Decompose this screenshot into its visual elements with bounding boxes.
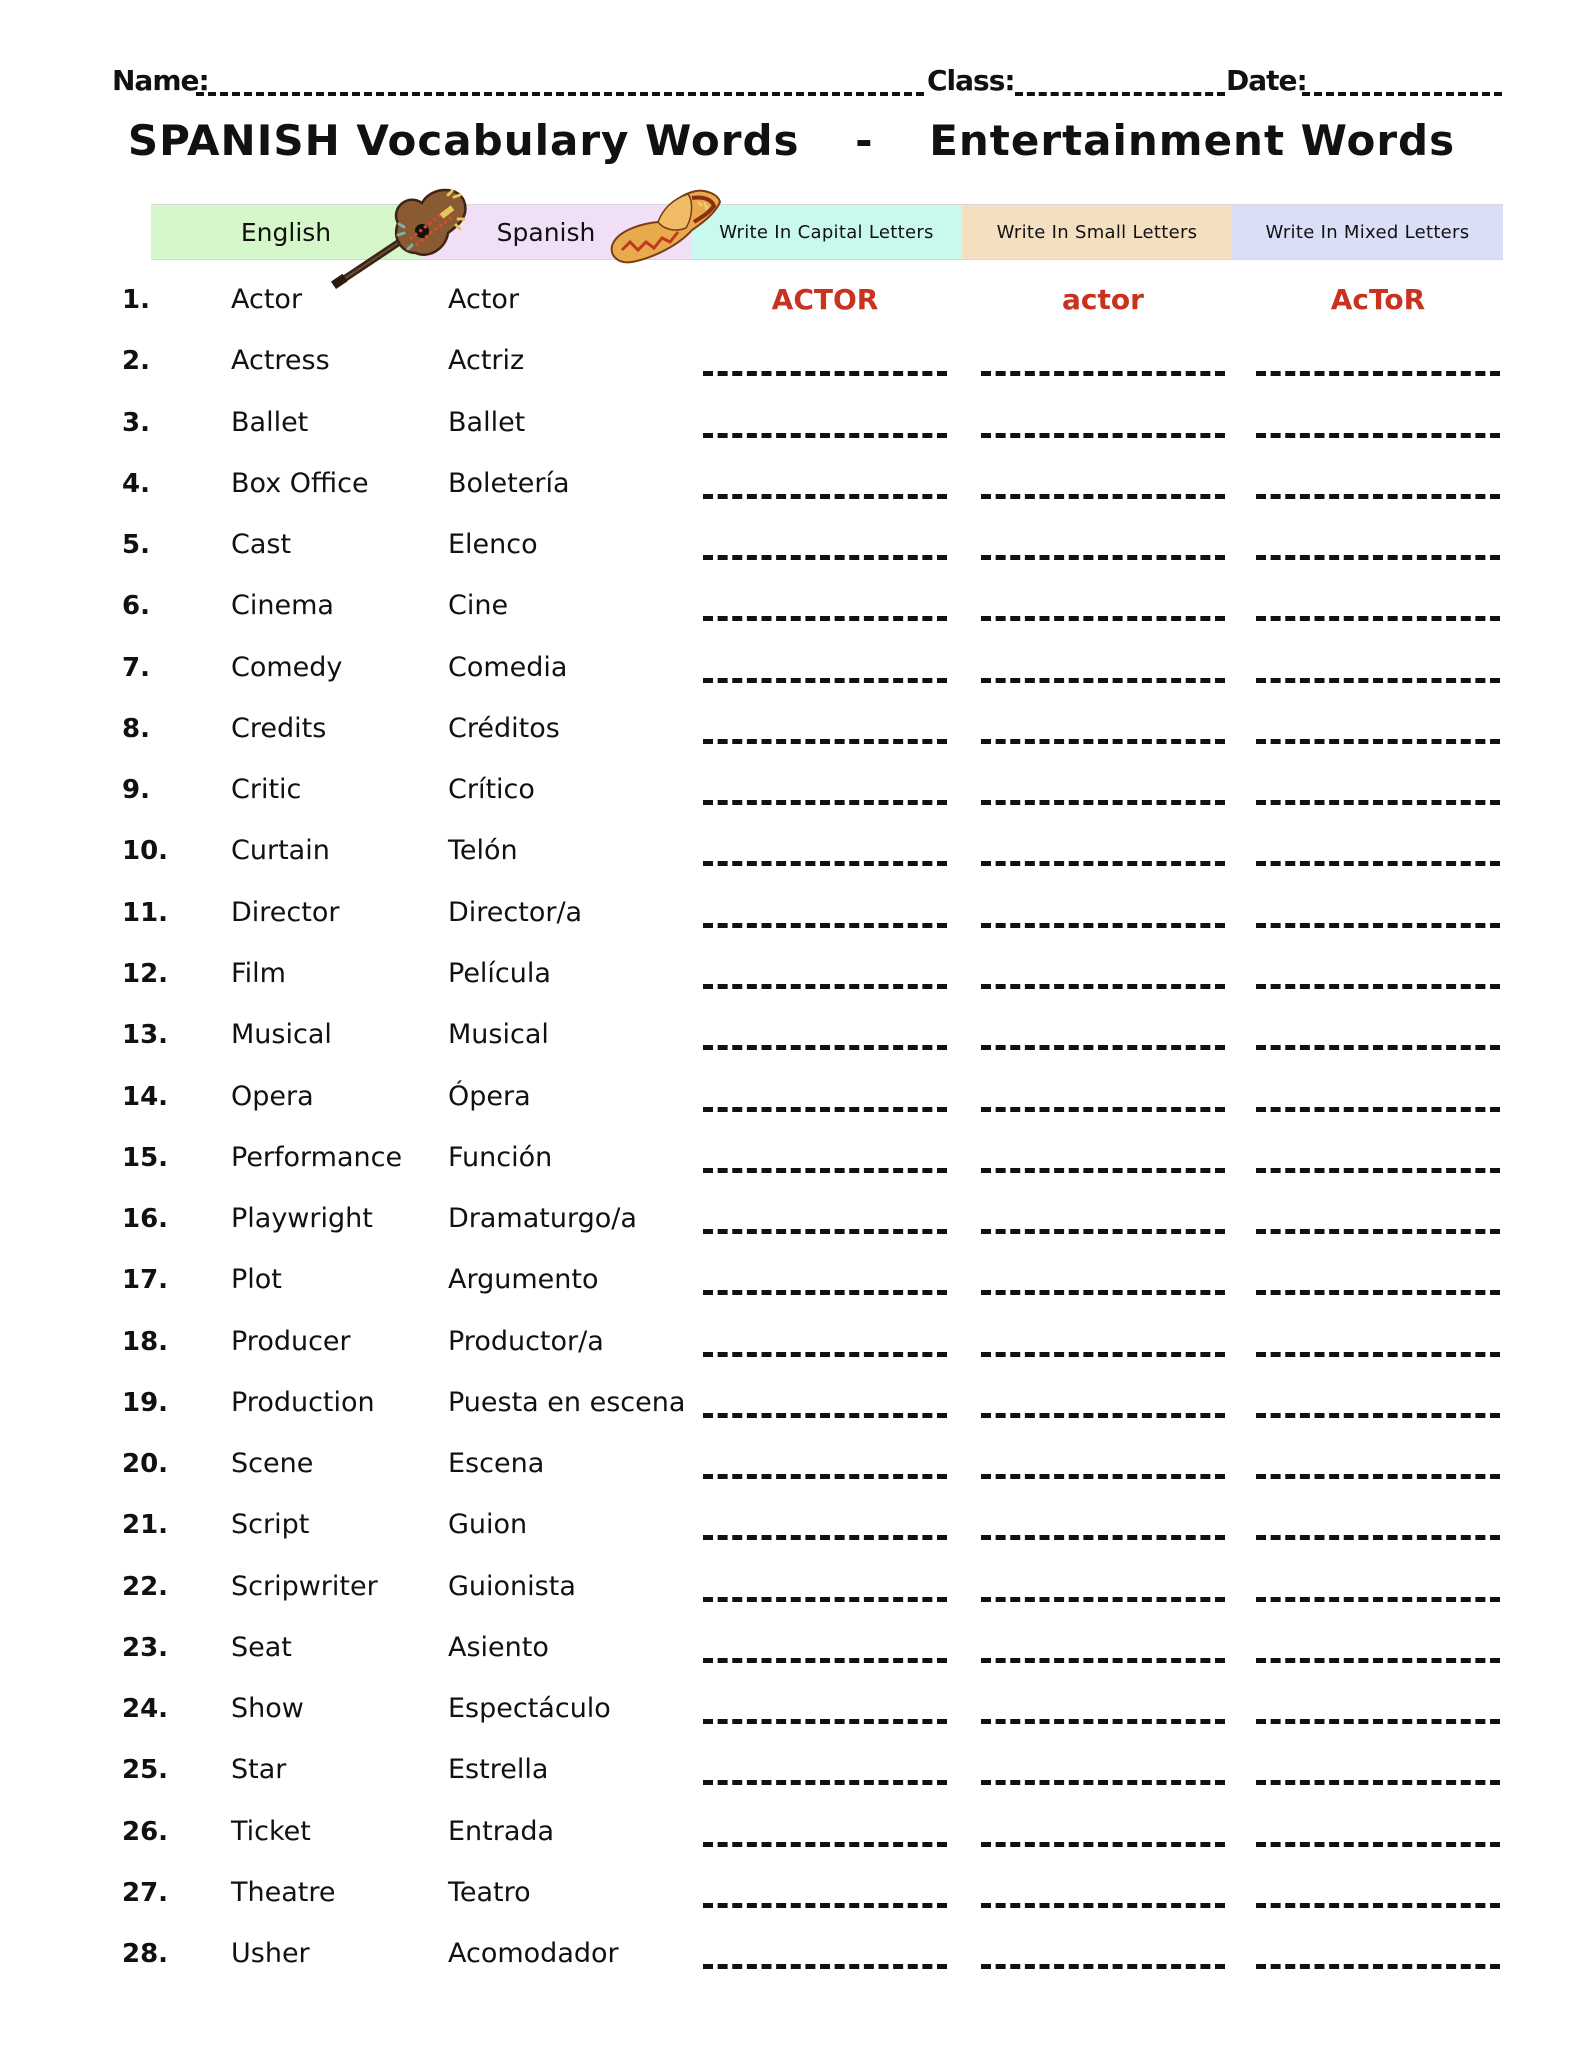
name-field[interactable]: [196, 92, 924, 96]
vocabulary-row: [0, 831, 1583, 892]
row-number: 6.: [122, 591, 150, 622]
row-number: 27.: [122, 1878, 169, 1909]
mixed-answer-field[interactable]: [1256, 1107, 1500, 1112]
capital-answer-field[interactable]: [703, 1168, 947, 1173]
spanish-word: Elenco: [448, 529, 538, 561]
row-number: 20.: [122, 1449, 169, 1480]
spanish-word: Entrada: [448, 1815, 555, 1847]
english-word: Actress: [231, 345, 330, 377]
vocabulary-row: [0, 770, 1583, 831]
column-header-small: [962, 205, 1232, 259]
spanish-word: Guion: [448, 1509, 528, 1541]
small-answer-field[interactable]: [981, 800, 1225, 805]
vocabulary-row: [0, 1628, 1583, 1689]
column-header-label: Write In Mixed Letters: [1265, 221, 1470, 243]
spanish-word: Actriz: [448, 345, 525, 377]
vocabulary-row: [0, 1567, 1583, 1628]
row-number: 14.: [122, 1081, 169, 1112]
vocabulary-row: [0, 648, 1583, 709]
capital-answer-field[interactable]: [703, 1535, 947, 1540]
mixed-answer-field[interactable]: [1256, 555, 1500, 560]
english-word: Producer: [231, 1325, 351, 1357]
vocabulary-row: [0, 1383, 1583, 1444]
spanish-word: Teatro: [448, 1877, 531, 1909]
spanish-word: Telón: [448, 835, 518, 867]
mixed-answer-field[interactable]: [1256, 1413, 1500, 1418]
capital-answer-field[interactable]: [703, 1719, 947, 1724]
small-answer-field[interactable]: [981, 1352, 1225, 1357]
english-word: Show: [231, 1693, 304, 1725]
mixed-answer-field[interactable]: [1256, 1229, 1500, 1234]
vocabulary-row: [0, 1015, 1583, 1076]
english-word: Musical: [231, 1019, 332, 1051]
vocabulary-row: [0, 341, 1583, 402]
capital-answer-field[interactable]: [703, 1352, 947, 1357]
small-answer-field[interactable]: [981, 616, 1225, 621]
small-answer-field[interactable]: [981, 861, 1225, 866]
capital-answer-field[interactable]: [703, 1903, 947, 1908]
spanish-word: Ballet: [448, 406, 526, 438]
mixed-answer-field[interactable]: [1256, 494, 1500, 499]
small-answer-field[interactable]: [981, 1290, 1225, 1295]
english-word: Curtain: [231, 835, 330, 867]
column-header-mixed: [1232, 205, 1503, 259]
row-number: 13.: [122, 1020, 169, 1051]
small-answer-field[interactable]: [981, 371, 1225, 376]
column-header-label: English: [240, 217, 332, 247]
english-word: Production: [231, 1386, 375, 1418]
mixed-answer-field[interactable]: [1256, 739, 1500, 744]
row-number: 23.: [122, 1632, 169, 1663]
capital-answer-field[interactable]: [703, 1597, 947, 1602]
small-answer-field[interactable]: [981, 1474, 1225, 1479]
mixed-answer-field[interactable]: [1256, 1535, 1500, 1540]
mixed-answer-field[interactable]: [1256, 1780, 1500, 1785]
spanish-word: Musical: [448, 1019, 549, 1051]
spanish-word: Boletería: [448, 467, 570, 499]
small-answer-field[interactable]: [981, 1045, 1225, 1050]
row-number: 22.: [122, 1571, 169, 1602]
vocabulary-row: [0, 893, 1583, 954]
row-number: 3.: [122, 407, 150, 438]
small-answer-field[interactable]: [981, 1719, 1225, 1724]
capital-answer-field[interactable]: [703, 861, 947, 866]
mixed-answer-field[interactable]: [1256, 1290, 1500, 1295]
spanish-word: Guionista: [448, 1570, 576, 1602]
spanish-word: Ópera: [448, 1080, 531, 1112]
capital-answer-field[interactable]: [703, 1290, 947, 1295]
mixed-answer-field[interactable]: [1256, 616, 1500, 621]
small-answer-field[interactable]: [981, 1780, 1225, 1785]
mixed-answer-field[interactable]: [1256, 371, 1500, 376]
small-answer-field[interactable]: [981, 984, 1225, 989]
guitar-icon: [330, 183, 480, 293]
spanish-word: Argumento: [448, 1264, 599, 1296]
small-answer-field[interactable]: [981, 1229, 1225, 1234]
row-number: 15.: [122, 1142, 169, 1173]
column-header-label: Spanish: [496, 217, 596, 247]
small-answer-field[interactable]: [981, 1168, 1225, 1173]
vocabulary-row: [0, 1138, 1583, 1199]
row-number: 9.: [122, 775, 150, 806]
small-answer-field[interactable]: [981, 923, 1225, 928]
english-word: Comedy: [231, 651, 343, 683]
row-number: 21.: [122, 1510, 169, 1541]
row-number: 24.: [122, 1694, 169, 1725]
english-word: Ticket: [231, 1815, 311, 1847]
small-answer-field[interactable]: [981, 1658, 1225, 1663]
mixed-answer-field[interactable]: [1256, 433, 1500, 438]
vocabulary-row: [0, 586, 1583, 647]
capital-answer-field[interactable]: [703, 1413, 947, 1418]
mixed-answer-field[interactable]: [1256, 1964, 1500, 1969]
row-number: 16.: [122, 1204, 169, 1235]
vocabulary-row: [0, 1322, 1583, 1383]
small-answer-field[interactable]: [981, 678, 1225, 683]
page-title: [0, 116, 1583, 165]
english-word: Credits: [231, 712, 327, 744]
small-answer-field[interactable]: [981, 1413, 1225, 1418]
vocabulary-row: [0, 1199, 1583, 1260]
example-capital: ACTOR: [771, 283, 879, 316]
english-word: Star: [231, 1754, 287, 1786]
spanish-word: Función: [448, 1141, 553, 1173]
english-word: Actor: [231, 284, 303, 315]
spanish-word: Acomodador: [448, 1938, 619, 1970]
row-number: 28.: [122, 1939, 169, 1970]
small-answer-field[interactable]: [981, 1107, 1225, 1112]
mixed-answer-field[interactable]: [1256, 800, 1500, 805]
english-word: Plot: [231, 1264, 282, 1296]
date-field[interactable]: [1302, 92, 1502, 96]
row-number: 19.: [122, 1387, 169, 1418]
spanish-word: Cine: [448, 590, 509, 622]
example-mixed: AcToR: [1330, 283, 1426, 316]
capital-answer-field[interactable]: [703, 739, 947, 744]
title-main: SPANISH Vocabulary Words: [127, 116, 800, 165]
vocabulary-row: [0, 954, 1583, 1015]
row-number: 25.: [122, 1755, 169, 1786]
capital-answer-field[interactable]: [703, 555, 947, 560]
capital-answer-field[interactable]: [703, 678, 947, 683]
english-word: Scene: [231, 1448, 314, 1480]
row-number: 5.: [122, 530, 150, 561]
vocabulary-row: [0, 525, 1583, 586]
spanish-word: Director/a: [448, 896, 583, 928]
class-field[interactable]: [1015, 92, 1225, 96]
mixed-answer-field[interactable]: [1256, 1168, 1500, 1173]
spanish-word: Productor/a: [448, 1325, 604, 1357]
example-small: actor: [1062, 283, 1144, 316]
sombrero-icon: [608, 188, 723, 266]
english-word: Film: [231, 957, 286, 989]
small-answer-field[interactable]: [981, 1842, 1225, 1847]
mixed-answer-field[interactable]: [1256, 1658, 1500, 1663]
vocabulary-row: [0, 709, 1583, 770]
vocabulary-row: [0, 403, 1583, 464]
mixed-answer-field[interactable]: [1256, 678, 1500, 683]
row-number: 1.: [122, 285, 150, 315]
mixed-answer-field[interactable]: [1256, 984, 1500, 989]
capital-answer-field[interactable]: [703, 433, 947, 438]
vocabulary-row: [0, 1077, 1583, 1138]
spanish-word: Escena: [448, 1448, 545, 1480]
capital-answer-field[interactable]: [703, 371, 947, 376]
vocabulary-row: [0, 1444, 1583, 1505]
vocabulary-row: [0, 1689, 1583, 1750]
mixed-answer-field[interactable]: [1256, 1352, 1500, 1357]
spanish-word: Estrella: [448, 1754, 549, 1786]
english-word: Opera: [231, 1080, 314, 1112]
english-word: Theatre: [231, 1877, 336, 1909]
vocabulary-row: [0, 1873, 1583, 1934]
small-answer-field[interactable]: [981, 739, 1225, 744]
english-word: Performance: [231, 1141, 403, 1173]
capital-answer-field[interactable]: [703, 1474, 947, 1479]
row-number: 2.: [122, 346, 150, 377]
vocabulary-row: [0, 1505, 1583, 1566]
small-answer-field[interactable]: [981, 555, 1225, 560]
title-separator: -: [855, 116, 874, 165]
small-answer-field[interactable]: [981, 1535, 1225, 1540]
capital-answer-field[interactable]: [703, 494, 947, 499]
row-number: 26.: [122, 1816, 169, 1847]
small-answer-field[interactable]: [981, 1597, 1225, 1602]
row-number: 18.: [122, 1326, 169, 1357]
capital-answer-field[interactable]: [703, 1045, 947, 1050]
spanish-word: Crítico: [448, 774, 535, 806]
english-word: Cast: [231, 529, 292, 561]
small-answer-field[interactable]: [981, 1903, 1225, 1908]
english-word: Scripwriter: [231, 1570, 378, 1602]
spanish-word: Dramaturgo/a: [448, 1203, 637, 1235]
row-number: 17.: [122, 1265, 169, 1296]
vocabulary-row: [0, 1812, 1583, 1873]
capital-answer-field[interactable]: [703, 984, 947, 989]
english-word: Script: [231, 1509, 310, 1541]
capital-answer-field[interactable]: [703, 800, 947, 805]
english-word: Cinema: [231, 590, 334, 622]
mixed-answer-field[interactable]: [1256, 1597, 1500, 1602]
small-answer-field[interactable]: [981, 494, 1225, 499]
title-topic: Entertainment Words: [929, 116, 1456, 165]
row-number: 7.: [122, 652, 150, 683]
spanish-word: Actor: [448, 284, 520, 315]
capital-answer-field[interactable]: [703, 923, 947, 928]
mixed-answer-field[interactable]: [1256, 1842, 1500, 1847]
vocabulary-row: [0, 1260, 1583, 1321]
capital-answer-field[interactable]: [703, 1229, 947, 1234]
english-word: Director: [231, 896, 340, 928]
small-answer-field[interactable]: [981, 433, 1225, 438]
english-word: Box Office: [231, 467, 369, 499]
mixed-answer-field[interactable]: [1256, 1474, 1500, 1479]
spanish-word: Créditos: [448, 712, 560, 744]
capital-answer-field[interactable]: [703, 1964, 947, 1969]
spanish-word: Espectáculo: [448, 1693, 611, 1725]
vocabulary-row: [0, 1934, 1583, 1995]
capital-answer-field[interactable]: [703, 616, 947, 621]
row-number: 10.: [122, 836, 169, 867]
name-label: Name:: [112, 64, 209, 97]
column-header-capital: [691, 205, 962, 259]
row-number: 8.: [122, 713, 150, 744]
date-label: Date:: [1226, 64, 1307, 97]
spanish-word: Asiento: [448, 1631, 549, 1663]
spanish-word: Puesta en escena: [448, 1386, 686, 1418]
student-info-line: [112, 62, 1502, 102]
class-label: Class:: [927, 64, 1015, 97]
spanish-word: Película: [448, 957, 551, 989]
column-header-label: Write In Capital Letters: [719, 221, 934, 243]
english-word: Ballet: [231, 406, 309, 438]
vocabulary-row: [0, 280, 1583, 341]
english-word: Critic: [231, 774, 302, 806]
mixed-answer-field[interactable]: [1256, 1719, 1500, 1724]
vocabulary-row: [0, 464, 1583, 525]
row-number: 12.: [122, 958, 169, 989]
vocabulary-row: [0, 1750, 1583, 1811]
row-number: 4.: [122, 468, 150, 499]
english-word: Seat: [231, 1631, 292, 1663]
mixed-answer-field[interactable]: [1256, 861, 1500, 866]
english-word: Usher: [231, 1938, 310, 1970]
english-word: Playwright: [231, 1203, 373, 1235]
capital-answer-field[interactable]: [703, 1107, 947, 1112]
capital-answer-field[interactable]: [703, 1780, 947, 1785]
spanish-word: Comedia: [448, 651, 568, 683]
mixed-answer-field[interactable]: [1256, 923, 1500, 928]
row-number: 11.: [122, 897, 169, 928]
capital-answer-field[interactable]: [703, 1842, 947, 1847]
column-header-label: Write In Small Letters: [996, 221, 1198, 243]
capital-answer-field[interactable]: [703, 1658, 947, 1663]
mixed-answer-field[interactable]: [1256, 1045, 1500, 1050]
mixed-answer-field[interactable]: [1256, 1903, 1500, 1908]
small-answer-field[interactable]: [981, 1964, 1225, 1969]
